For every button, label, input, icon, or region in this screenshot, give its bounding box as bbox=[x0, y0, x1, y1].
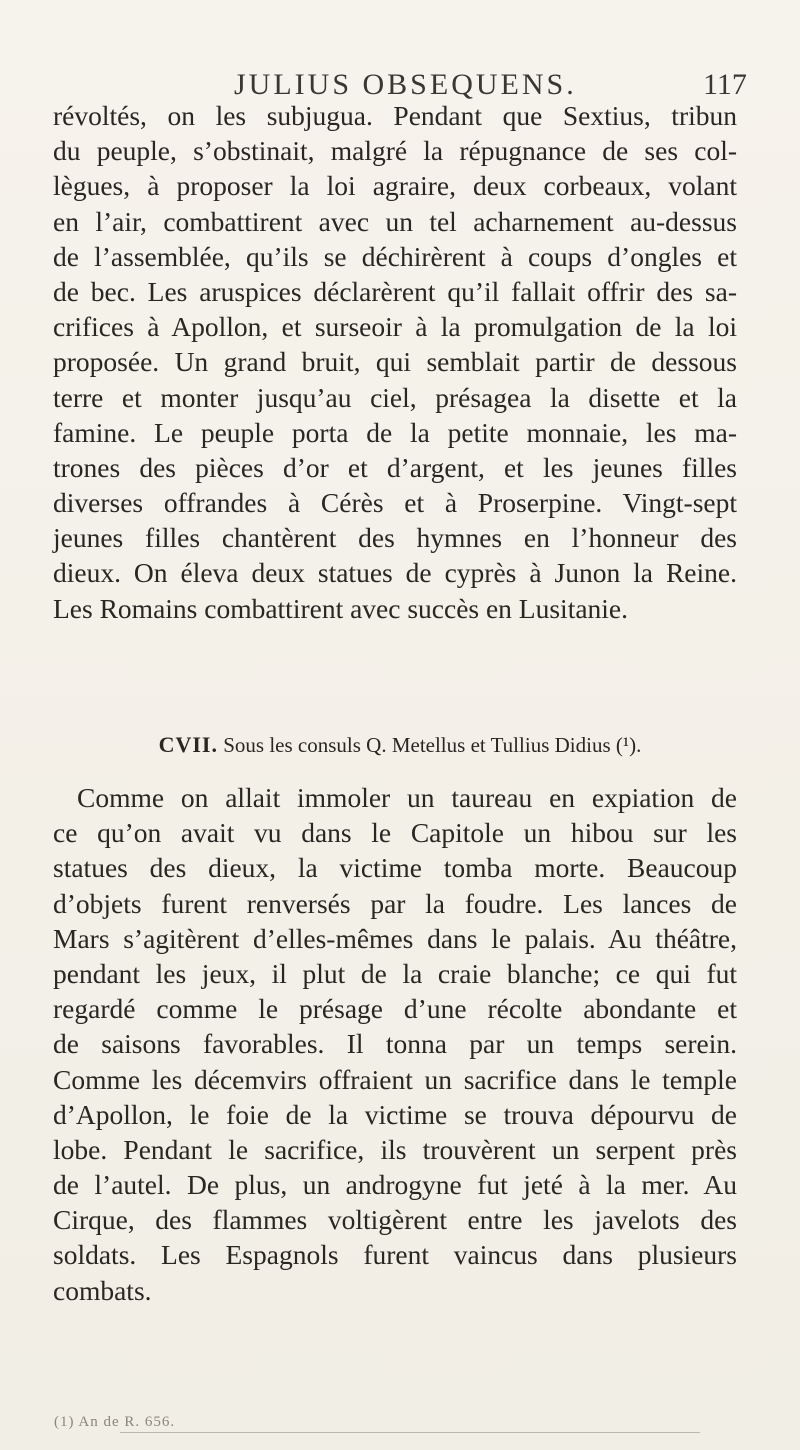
text-line: d’Apollon, le foie de la victime se trouva dépourvu de bbox=[53, 1098, 737, 1130]
page-number: 117 bbox=[703, 68, 747, 101]
text-line: Comme on allait immoler un taureau en expiation de bbox=[77, 782, 737, 813]
text-line: de l’assemblée, qu’ils se déchirèrent à coups d’ongles et bbox=[53, 240, 737, 272]
text-line: dieux. On éleva deux statues de cyprès à Junon la Reine. bbox=[53, 557, 737, 589]
section-heading bbox=[0, 730, 800, 760]
text-line: lègues, à proposer la loi agraire, deux corbeaux, volant bbox=[53, 170, 737, 202]
text-line: famine. Le peuple porta de la petite monnaie, les ma- bbox=[53, 416, 737, 448]
text-line: diverses offrandes à Cérès et à Proserpine. Vingt-sept bbox=[53, 487, 737, 519]
text-line: combats. bbox=[53, 1274, 152, 1306]
text-line: d’objets furent renversés par la foudre. Les lances de bbox=[53, 887, 737, 919]
text-line: Les Romains combattirent avec succès en Lusitanie. bbox=[53, 592, 629, 624]
paragraph-1 bbox=[53, 98, 737, 626]
text-line: Comme les décemvirs offraient un sacrifice dans le temple bbox=[53, 1063, 737, 1095]
text-line: révoltés, on les subjugua. Pendant que Sextius, tribun bbox=[53, 100, 737, 131]
text-line: Cirque, des flammes voltigèrent entre les javelots des bbox=[53, 1204, 737, 1236]
text-line: du peuple, s’obstinait, malgré la répugnance de ses col- bbox=[53, 135, 737, 167]
text-line: crifices à Apollon, et surseoir à la promulgation de la loi bbox=[53, 311, 737, 343]
text-line: de l’autel. De plus, un androgyne fut jeté à la mer. Au bbox=[53, 1169, 737, 1201]
text-line: Mars s’agitèrent d’elles-mêmes dans le palais. Au théâtre, bbox=[53, 922, 737, 954]
text-line: trones des pièces d’or et d’argent, et les jeunes filles bbox=[53, 451, 737, 483]
text-line: regardé comme le présage d’une récolte abondante et bbox=[53, 993, 737, 1025]
text-line: jeunes filles chantèrent des hymnes en l’honneur des bbox=[53, 522, 737, 554]
paragraph-2 bbox=[53, 780, 737, 1308]
text-line: de saisons favorables. Il tonna par un temps serein. bbox=[53, 1028, 737, 1060]
footnote: (1) An de R. 656. bbox=[54, 1414, 176, 1430]
text-line: soldats. Les Espagnols furent vaincus dans plusieurs bbox=[53, 1239, 737, 1271]
text-line: proposée. Un grand bruit, qui semblait partir de dessous bbox=[53, 346, 737, 378]
text-line: lobe. Pendant le sacrifice, ils trouvèrent un serpent près bbox=[53, 1133, 737, 1165]
footnote-divider bbox=[120, 1432, 700, 1433]
text-line: statues des dieux, la victime tomba morte. Beaucoup bbox=[53, 852, 737, 884]
text-line: ce qu’on avait vu dans le Capitole un hibou sur les bbox=[53, 817, 737, 849]
text-line: terre et monter jusqu’au ciel, présagea la disette et la bbox=[53, 381, 737, 413]
section-number: CVII. bbox=[158, 732, 218, 757]
text-line: pendant les jeux, il plut de la craie blanche; ce qui fut bbox=[53, 957, 737, 989]
text-line: de bec. Les aruspices déclarèrent qu’il fallait offrir des sa- bbox=[53, 275, 737, 307]
text-line: en l’air, combattirent avec un tel acharnement au-dessus bbox=[53, 205, 737, 237]
section-title: Sous les consuls Q. Metellus et Tullius Didius (¹). bbox=[223, 733, 642, 757]
running-title: JULIUS OBSEQUENS. bbox=[234, 68, 577, 101]
